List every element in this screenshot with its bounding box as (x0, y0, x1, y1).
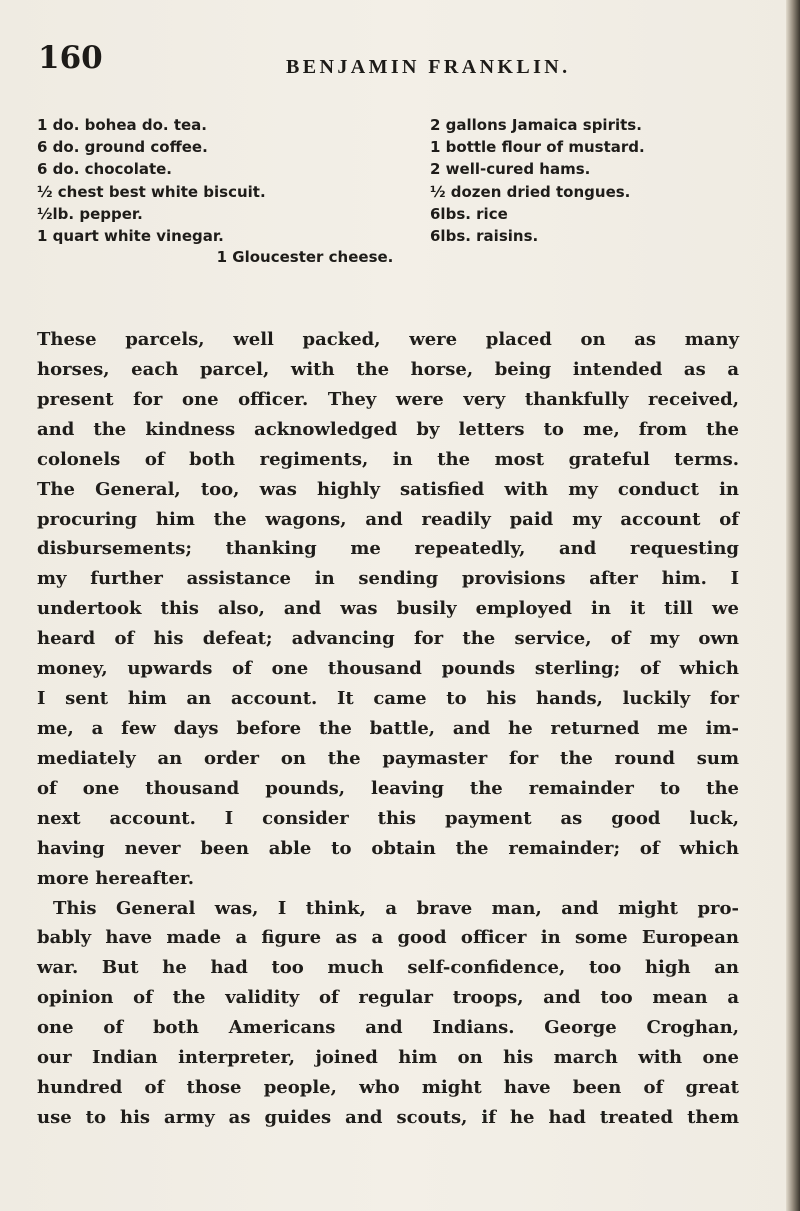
text-line: colonels of both regiments, in the most grateful terms. (37, 448, 739, 470)
provisions-list (37, 114, 737, 324)
provision-item: 1 bottle flour of mustard. (430, 138, 645, 157)
text-line: mediately an order on the paymaster for the round sum (37, 747, 739, 769)
text-line: I sent him an account. It came to his hands, luckily for (37, 688, 739, 710)
provision-item: 6lbs. rice (430, 204, 508, 223)
text-line: having never been able to obtain the remainder; of which (37, 837, 739, 859)
text-line: procuring him the wagons, and readily paid my account of (37, 508, 739, 530)
text-line: undertook this also, and was busily employed in it till we (37, 598, 739, 620)
provision-item: ½ chest best white biscuit. (37, 182, 266, 201)
text-line: war. But he had too much self-confidence, too high an (37, 957, 739, 979)
provision-item: 2 well-cured hams. (430, 160, 591, 179)
text-line: These parcels, well packed, were placed on as many (37, 329, 739, 350)
text-line: my further assistance in sending provisions after him. I (37, 568, 739, 590)
running-head: BENJAMIN FRANKLIN. (286, 56, 571, 78)
page-number: 160 (38, 40, 103, 76)
provision-item-centered: 1 Gloucester cheese. (216, 248, 394, 266)
provision-item: ½lb. pepper. (37, 204, 143, 223)
provision-item: 1 do. bohea do. tea. (37, 116, 207, 134)
provisions-column-right (430, 114, 740, 247)
text-line: of one thousand pounds, leaving the remainder to the (37, 777, 739, 799)
text-line: more hereafter. (37, 867, 194, 889)
text-line: disbursements; thanking me repeatedly, and requesting (37, 538, 739, 560)
text-line: opinion of the validity of regular troops, and too mean a (37, 987, 739, 1009)
provision-item: ½ dozen dried tongues. (430, 182, 631, 201)
text-line: our Indian interpreter, joined him on his march with one (37, 1047, 739, 1069)
text-line: This General was, I think, a brave man, and might pro- (53, 897, 739, 919)
text-line: heard of his defeat; advancing for the service, of my own (37, 628, 739, 650)
provision-item: 1 quart white vinegar. (37, 226, 224, 245)
text-line: money, upwards of one thousand pounds sterling; of which (37, 658, 739, 680)
text-line: and the kindness acknowledged by letters to me, from the (37, 418, 739, 440)
text-line: me, a few days before the battle, and he returned me im- (37, 717, 739, 739)
provision-item: 6 do. chocolate. (37, 160, 172, 179)
provisions-column-left (37, 114, 367, 247)
provision-item: 6lbs. raisins. (430, 226, 539, 245)
text-line: bably have made a figure as a good officer in some European (37, 927, 739, 949)
provision-item: 2 gallons Jamaica spirits. (430, 116, 642, 134)
text-line: The General, too, was highly satisfied with my conduct in (37, 478, 739, 500)
text-line: one of both Americans and Indians. George Croghan, (37, 1017, 739, 1039)
body-text (37, 325, 739, 1133)
text-line: present for one officer. They were very thankfully received, (37, 388, 739, 410)
text-line: hundred of those people, who might have been of great (37, 1077, 739, 1099)
provision-item: 6 do. ground coffee. (37, 138, 208, 157)
page-edge-shadow (786, 0, 800, 1211)
text-line: next account. I consider this payment as good luck, (37, 807, 739, 829)
text-line: horses, each parcel, with the horse, being intended as a (37, 358, 739, 380)
text-line: use to his army as guides and scouts, if he had treated them (37, 1106, 739, 1128)
page-header (38, 38, 738, 84)
